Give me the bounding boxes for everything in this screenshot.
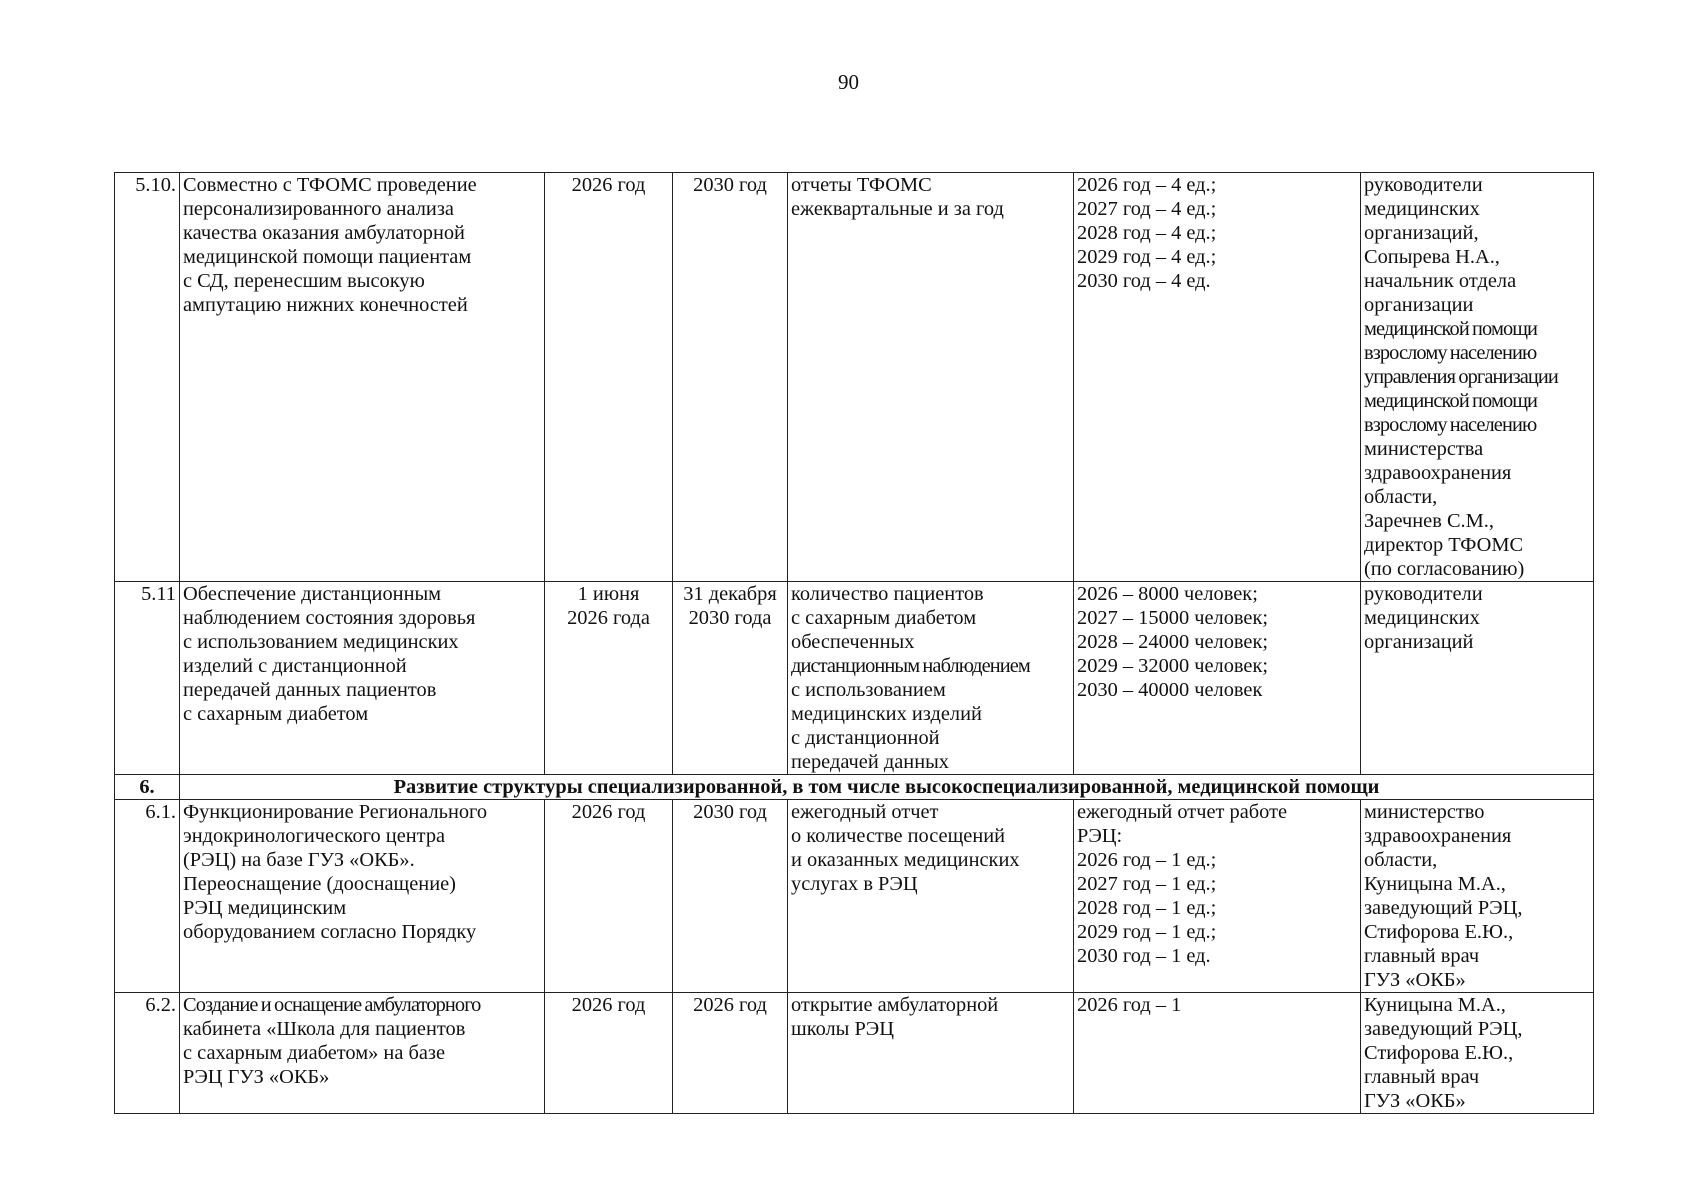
- table-row: [115, 582, 1594, 775]
- start-date-cell: 1 июня 2026 года: [545, 582, 673, 775]
- responsible-cell: руководители медицинских организаций: [1361, 582, 1594, 775]
- indicator-cell: ежегодный отчет работе РЭЦ: 2026 год – 1 ед.; 2027 год – 1 ед.; 2028 год – 1 ед.; 2029 год – 1 ед.; 2030 год – 1 ед.: [1074, 800, 1361, 993]
- indicator-cell: 2026 год – 4 ед.; 2027 год – 4 ед.; 2028 год – 4 ед.; 2029 год – 4 ед.; 2030 год – 4 ед.: [1074, 173, 1361, 582]
- row-number: 6.1.: [115, 800, 180, 993]
- page-number: 90: [838, 70, 859, 94]
- task-cell: Обеспечение дистанционным наблюдением состояния здоровья с использованием медицинских изделий с дистанционной передачей данных пациентов с сахарным диабетом: [180, 582, 545, 775]
- end-date-cell: 31 декабря 2030 года: [673, 582, 788, 775]
- indicator-cell: 2026 год – 1: [1074, 993, 1361, 1114]
- result-cell: ежегодный отчет о количестве посещений и оказанных медицинских услугах в РЭЦ: [788, 800, 1074, 993]
- row-number: 5.11: [115, 582, 180, 775]
- start-date-cell: 2026 год: [545, 173, 673, 582]
- table-row: [115, 800, 1594, 993]
- responsible-cell: Куницына М.А., заведующий РЭЦ, Стифорова Е.Ю., главный врач ГУЗ «ОКБ»: [1361, 993, 1594, 1114]
- section-title: Развитие структуры специализированной, в том числе высокоспециализированной, медицинской помощи: [180, 775, 1594, 800]
- indicator-cell: 2026 – 8000 человек; 2027 – 15000 человек; 2028 – 24000 человек; 2029 – 32000 человек; 2030 – 40000 человек: [1074, 582, 1361, 775]
- start-date-cell: 2026 год: [545, 993, 673, 1114]
- row-number: 5.10.: [115, 173, 180, 582]
- result-cell: открытие амбулаторной школы РЭЦ: [788, 993, 1074, 1114]
- start-date-cell: 2026 год: [545, 800, 673, 993]
- responsible-cell: министерство здравоохранения области, Куницына М.А., заведующий РЭЦ, Стифорова Е.Ю., главный врач ГУЗ «ОКБ»: [1361, 800, 1594, 993]
- section-number: 6.: [115, 775, 180, 800]
- task-cell: Функционирование Регионального эндокринологического центра (РЭЦ) на базе ГУЗ «ОКБ». Переоснащение (дооснащение) РЭЦ медицинским оборудованием согласно Порядку: [180, 800, 545, 993]
- task-cell: Совместно с ТФОМС проведение персонализированного анализа качества оказания амбулаторной медицинской помощи пациентам с СД, перенесшим высокую ампутацию нижних конечностей: [180, 173, 545, 582]
- result-cell: количество пациентов с сахарным диабетом обеспеченных дистанционным наблюдением с использованием медицинских изделий с дистанционной передачей данных: [788, 582, 1074, 775]
- end-date-cell: 2030 год: [673, 173, 788, 582]
- table-row: [115, 173, 1594, 582]
- action-plan-table: [114, 172, 1594, 1114]
- table-row: [115, 993, 1594, 1114]
- responsible-cell: руководители медицинских организаций, Сопырева Н.А., начальник отдела организации медицинской помощи взрослому населению управления организации медицинской помощи взрослому населению министерства здравоохранения области, Заречнев С.М., директор ТФОМС (по согласованию): [1361, 173, 1594, 582]
- task-cell: Создание и оснащение амбулаторного кабинета «Школа для пациентов с сахарным диабетом» на базе РЭЦ ГУЗ «ОКБ»: [180, 993, 545, 1114]
- result-cell: отчеты ТФОМС ежеквартальные и за год: [788, 173, 1074, 582]
- end-date-cell: 2030 год: [673, 800, 788, 993]
- end-date-cell: 2026 год: [673, 993, 788, 1114]
- row-number: 6.2.: [115, 993, 180, 1114]
- section-header-row: [115, 775, 1594, 800]
